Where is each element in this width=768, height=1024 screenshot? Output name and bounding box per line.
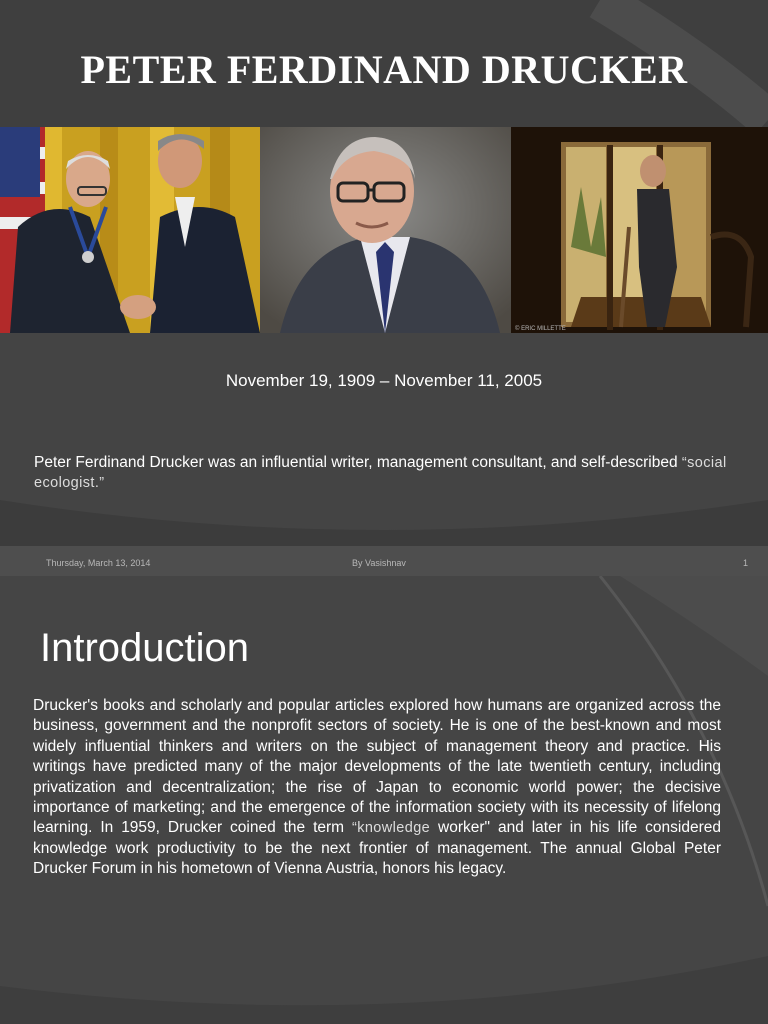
bio-quote: “social ecologist.” xyxy=(34,455,727,491)
footer-date: Thursday, March 13, 2014 xyxy=(46,558,151,568)
photo-credit: © ERIC MILLETTE xyxy=(515,326,566,332)
photo-strip xyxy=(0,127,768,333)
introduction-body xyxy=(33,696,721,880)
bio-main: Peter Ferdinand Drucker was an influential writer, management consultant, and self-described xyxy=(34,454,682,471)
body-part-1: Drucker's books and scholarly and popular articles explored how humans are organized across the business, government and the nonprofit sectors of society. He is one of the best-known and most widely influential thinkers and writers on the subject of management theory and practice. His writings have predicted many of the major developments of the late twentieth century, including privatization and decentralization; the rise of Japan to economic world power; the decisive importance of marketing; and the emergence of the information society with its necessity of lifelong learning. In 1959, Drucker coined the term xyxy=(33,697,721,837)
portrait-photo xyxy=(260,127,511,333)
slide-footer xyxy=(0,546,768,576)
slide-2 xyxy=(0,576,768,1024)
lifespan-dates: November 19, 1909 – November 11, 2005 xyxy=(225,371,543,390)
slide-title: Introduction xyxy=(40,626,250,670)
bio-text xyxy=(34,453,754,493)
body-part-2: worker" and later in his life considered knowledge work productivity to be the next frontier of management. The annual Global Peter Drucker Forum in his hometown of Vienna Austria, honors his legacy. xyxy=(33,819,721,878)
doorway-photo xyxy=(511,127,768,333)
slide-title: PETER FERDINAND DRUCKER xyxy=(80,47,688,92)
footer-page-number: 1 xyxy=(742,558,748,568)
body-keyword: “knowledge xyxy=(351,820,431,837)
medal-ceremony-photo xyxy=(0,127,260,333)
footer-author: By Vasishnav xyxy=(352,558,406,568)
